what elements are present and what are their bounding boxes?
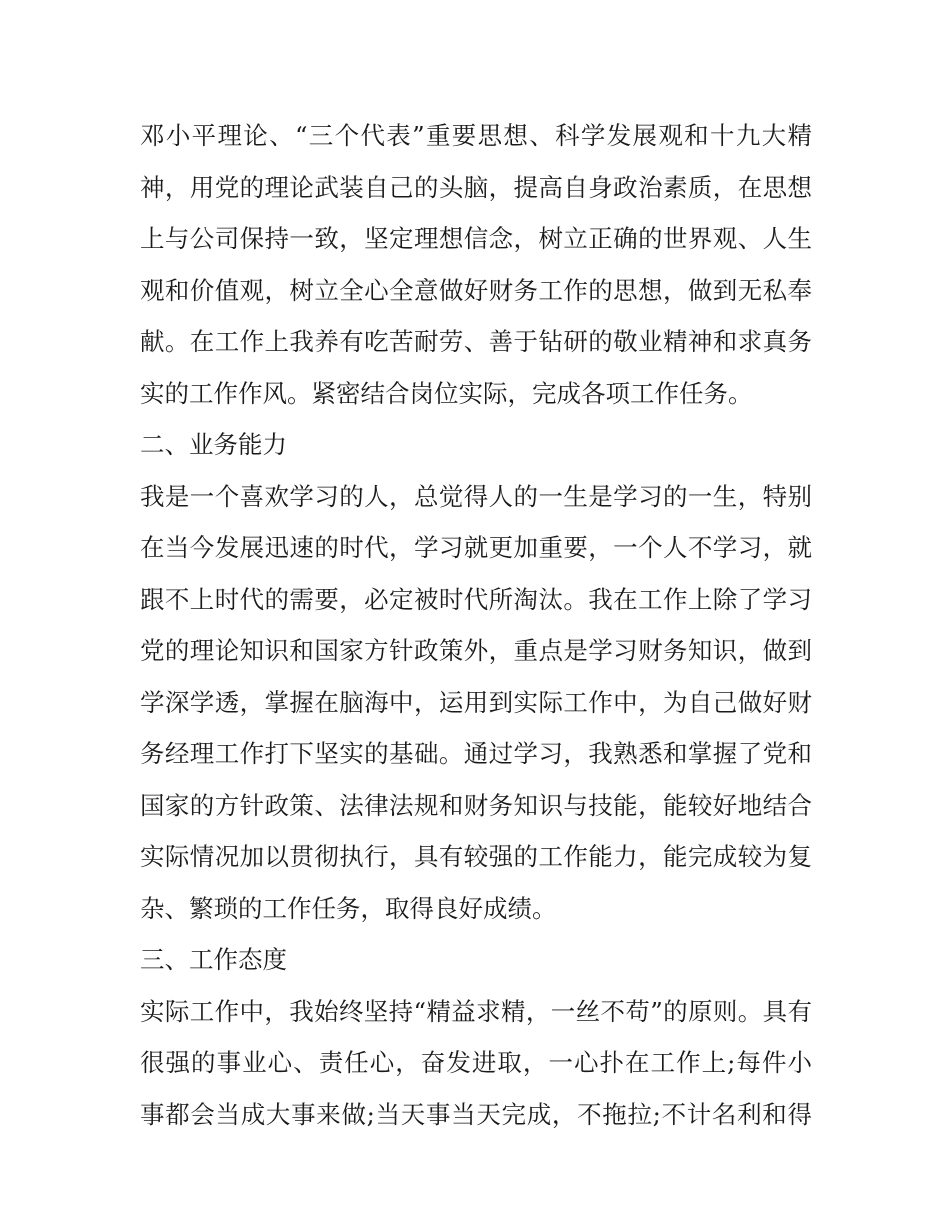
text-line: 实际工作中，我始终坚持“精益求精，一丝不苟”的原则。具有 — [140, 996, 812, 1026]
section-heading: 二、业务能力 — [140, 430, 287, 459]
document-body — [140, 110, 812, 1140]
text-line: 国家的方针政策、法律法规和财务知识与技能，能较好地结合 — [140, 790, 812, 820]
text-line: 献。在工作上我养有吃苦耐劳、善于钻研的敬业精神和求真务 — [140, 327, 812, 356]
section-heading: 三、工作态度 — [140, 945, 287, 974]
text-line: 杂、繁琐的工作任务，取得良好成绩。 — [140, 893, 557, 923]
text-line: 很强的事业心、责任心，奋发进取，一心扑在工作上;每件小 — [140, 1048, 812, 1077]
text-line: 实际情况加以贯彻执行，具有较强的工作能力，能完成较为复 — [140, 842, 812, 871]
text-line: 在当今发展迅速的时代，学习就更加重要，一个人不学习，就 — [140, 533, 812, 562]
text-line: 上与公司保持一致，坚定理想信念，树立正确的世界观、人生 — [140, 224, 812, 253]
text-line: 神，用党的理论武装自己的头脑，提高自身政治素质，在思想 — [140, 172, 812, 202]
text-line: 实的工作作风。紧密结合岗位实际，完成各项工作任务。 — [140, 378, 753, 408]
text-line: 学深学透，掌握在脑海中，运用到实际工作中，为自己做好财 — [140, 687, 812, 717]
text-line: 邓小平理论、“三个代表”重要思想、科学发展观和十九大精 — [140, 121, 812, 150]
text-line: 我是一个喜欢学习的人，总觉得人的一生是学习的一生，特别 — [140, 481, 812, 511]
text-line: 观和价值观，树立全心全意做好财务工作的思想，做到无私奉 — [140, 275, 812, 305]
text-line: 务经理工作打下坚实的基础。通过学习，我熟悉和掌握了党和 — [140, 739, 812, 768]
text-line: 事都会当成大事来做;当天事当天完成，不拖拉;不计名利和得 — [140, 1099, 812, 1129]
text-line: 跟不上时代的需要，必定被时代所淘汰。我在工作上除了学习 — [140, 584, 812, 614]
text-line: 党的理论知识和国家方针政策外，重点是学习财务知识，做到 — [140, 636, 812, 665]
